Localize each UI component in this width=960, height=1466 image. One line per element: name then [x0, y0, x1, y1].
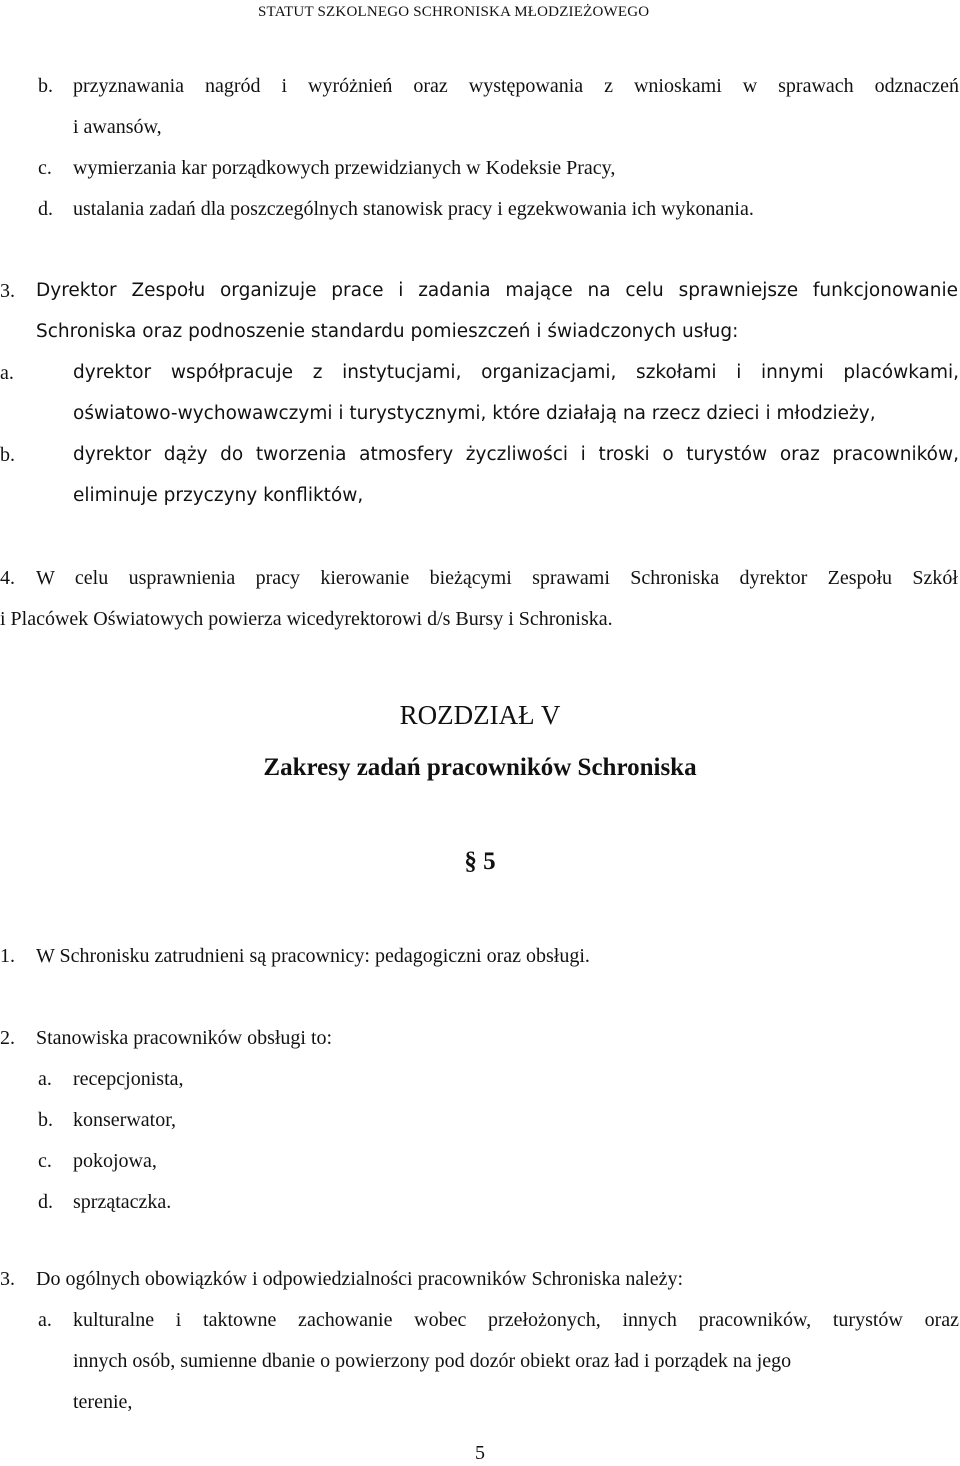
document-title: STATUT SZKOLNEGO SCHRONISKA MŁODZIEŻOWEGO: [258, 4, 650, 20]
list-item-text: dyrektor współpracuje z instytucjami, organizacjami, szkołami i innymi placówkami,: [73, 362, 959, 383]
item-number: 4.: [0, 567, 15, 589]
list-item-text: i awansów,: [73, 116, 162, 138]
list-marker: d.: [38, 198, 53, 220]
item-text: i Placówek Oświatowych powierza wicedyrektorowi d/s Bursy i Schroniska.: [0, 608, 613, 630]
list-item-text: wymierzania kar porządkowych przewidzianych w Kodeksie Pracy,: [73, 157, 616, 179]
item-text: Stanowiska pracowników obsługi to:: [36, 1027, 333, 1049]
list-item-text: sprzątaczka.: [73, 1191, 172, 1213]
item-number: 2.: [0, 1027, 15, 1049]
list-marker: a.: [38, 1309, 52, 1331]
list-marker: a.: [38, 1068, 52, 1090]
chapter-title: ROZDZIAŁ V: [399, 700, 561, 730]
chapter-subtitle: Zakresy zadań pracowników Schroniska: [263, 754, 697, 781]
list-marker: b.: [0, 444, 15, 466]
item-number: 1.: [0, 945, 15, 967]
paragraph-mark: § 5: [464, 848, 496, 875]
item-number: 3.: [0, 280, 15, 302]
list-marker: c.: [38, 1150, 52, 1172]
list-marker: c.: [38, 157, 52, 179]
list-marker: d.: [38, 1191, 53, 1213]
list-item-text: terenie,: [73, 1391, 133, 1413]
list-item-text: recepcjonista,: [73, 1068, 184, 1090]
item-text: Schroniska oraz podnoszenie standardu pomieszczeń i świadczonych usług:: [36, 321, 739, 342]
item-text: W celu usprawnienia pracy kierowanie bieżącymi sprawami Schroniska dyrektor Zespołu Szkół: [36, 567, 958, 589]
list-item-text: innych osób, sumienne dbanie o powierzony pod dozór obiekt oraz ład i porządek na jego: [73, 1350, 792, 1372]
list-item-text: pokojowa,: [73, 1150, 157, 1172]
list-marker: b.: [38, 1109, 53, 1131]
list-item-text: konserwator,: [73, 1109, 177, 1131]
list-item-text: eliminuje przyczyny konfliktów,: [73, 485, 364, 506]
item-text: W Schronisku zatrudnieni są pracownicy: pedagogiczni oraz obsługi.: [36, 945, 590, 967]
list-marker: a.: [0, 362, 14, 384]
list-item-text: ustalania zadań dla poszczególnych stanowisk pracy i egzekwowania ich wykonania.: [73, 198, 754, 220]
list-marker: b.: [38, 75, 53, 97]
page-number: 5: [475, 1442, 485, 1464]
list-item-text: przyznawania nagród i wyróżnień oraz występowania z wnioskami w sprawach odznaczeń: [73, 75, 959, 97]
item-text: Do ogólnych obowiązków i odpowiedzialności pracowników Schroniska należy:: [36, 1268, 684, 1290]
list-item-text: oświatowo-wychowawczymi i turystycznymi, które działają na rzecz dzieci i młodzieży,: [73, 403, 876, 424]
list-item-text: kulturalne i taktowne zachowanie wobec przełożonych, innych pracowników, turystów oraz: [73, 1309, 959, 1331]
list-item-text: dyrektor dąży do tworzenia atmosfery życzliwości i troski o turystów oraz pracowników,: [73, 444, 959, 465]
item-number: 3.: [0, 1268, 15, 1290]
item-text: Dyrektor Zespołu organizuje prace i zadania mające na celu sprawniejsze funkcjonowanie: [36, 280, 958, 301]
